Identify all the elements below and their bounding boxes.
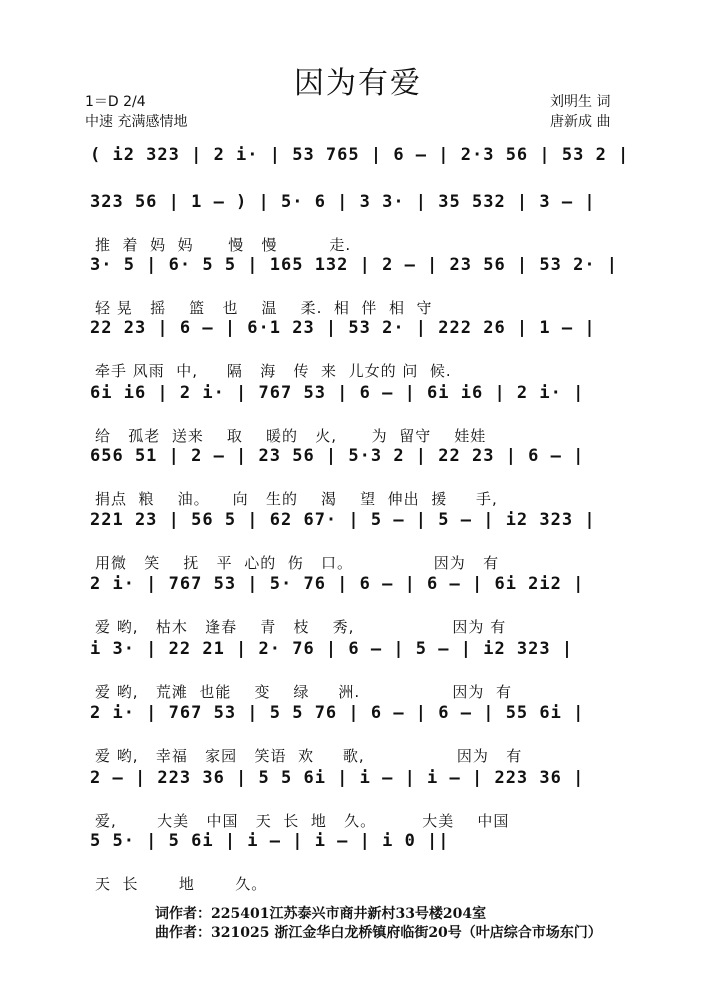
lyric-line: 爱, 大美 中国 天 长 地 久。 大美 中国 [95, 812, 510, 830]
score-row [0, 831, 716, 893]
lyric-line: 爱 哟, 枯木 逢春 青 枝 秀, 因为 有 [95, 618, 507, 636]
score-row [0, 768, 716, 830]
composer-credit: 唐新成 曲 [550, 114, 611, 130]
lyric-line: 天 长 地 久。 [95, 875, 268, 893]
credits [550, 92, 610, 132]
notation-line: 22 23 | 6 — | 6·1 23 | 53 2· | 222 26 | 1 — | [90, 318, 596, 338]
lyric-line: 给 孤老 送来 取 暖的 火, 为 留守 娃娃 [95, 427, 487, 445]
notation-line: 2 — | 223 36 | 5 5 6i | i — | i — | 223 36 | [90, 768, 585, 788]
lyricist-address: 词作者：225401江苏泰兴市商井新村33号楼204室 [155, 906, 487, 922]
lyric-line: 牵手 风雨 中, 隔 海 传 来 儿女的 问 候. [95, 362, 452, 380]
score-row [0, 703, 716, 765]
score-row [0, 639, 716, 701]
notation-line: 5 5· | 5 6i | i — | i — | i 0 || [90, 831, 450, 851]
tempo-marking: 中速 充满感情地 [85, 114, 188, 130]
score-row [0, 192, 716, 254]
notation-line: 323 56 | 1 — ) | 5· 6 | 3 3· | 35 532 | 3 — | [90, 192, 596, 212]
composer-address: 曲作者：321025 浙江金华白龙桥镇府临街20号（叶店综合市场东门） [155, 925, 602, 941]
notation-line: 221 23 | 56 5 | 62 67· | 5 — | 5 — | i2 323 | [90, 510, 596, 530]
notation-line: 6i i6 | 2 i· | 767 53 | 6 — | 6i i6 | 2 i· | [90, 383, 585, 403]
notation-line: 3· 5 | 6· 5 5 | 165 132 | 2 — | 23 56 | 53 2· | [90, 255, 619, 275]
lyric-line: 轻 晃 摇 篮 也 温 柔. 相 伴 相 守 [95, 299, 433, 317]
score-row [0, 318, 716, 380]
lyricist-credit: 刘明生 词 [550, 94, 611, 110]
key-signature: 1＝D 2/4 [85, 94, 146, 110]
notation-line: ( i2 323 | 2 i· | 53 765 | 6 — | 2·3 56 | 53 2 | [90, 145, 630, 165]
notation-line: 656 51 | 2 — | 23 56 | 5·3 2 | 22 23 | 6 — | [90, 446, 585, 466]
score-row [0, 574, 716, 636]
notation-line: 2 i· | 767 53 | 5· 76 | 6 — | 6 — | 6i 2i2 | [90, 574, 585, 594]
score-row [0, 510, 716, 572]
lyric-line: 爱 哟, 幸福 家园 笑语 欢 歌, 因为 有 [95, 747, 523, 765]
lyric-line: 推 着 妈 妈 慢 慢 走. [95, 236, 352, 254]
score-row [0, 383, 716, 445]
score-row [0, 255, 716, 317]
song-title: 因为有爱 [294, 66, 422, 101]
lyric-line: 捐点 粮 油。 向 生的 渴 望 伸出 援 手, [95, 490, 498, 508]
lyric-line: 爱 哟, 荒滩 也能 变 绿 洲. 因为 有 [95, 683, 512, 701]
lyric-line: 用微 笑 抚 平 心的 伤 口。 因为 有 [95, 554, 500, 572]
notation-line: i 3· | 22 21 | 2· 76 | 6 — | 5 — | i2 323 | [90, 639, 574, 659]
song-meta-left [85, 92, 187, 132]
notation-line: 2 i· | 767 53 | 5 5 76 | 6 — | 6 — | 55 6i | [90, 703, 585, 723]
score-row [0, 446, 716, 508]
